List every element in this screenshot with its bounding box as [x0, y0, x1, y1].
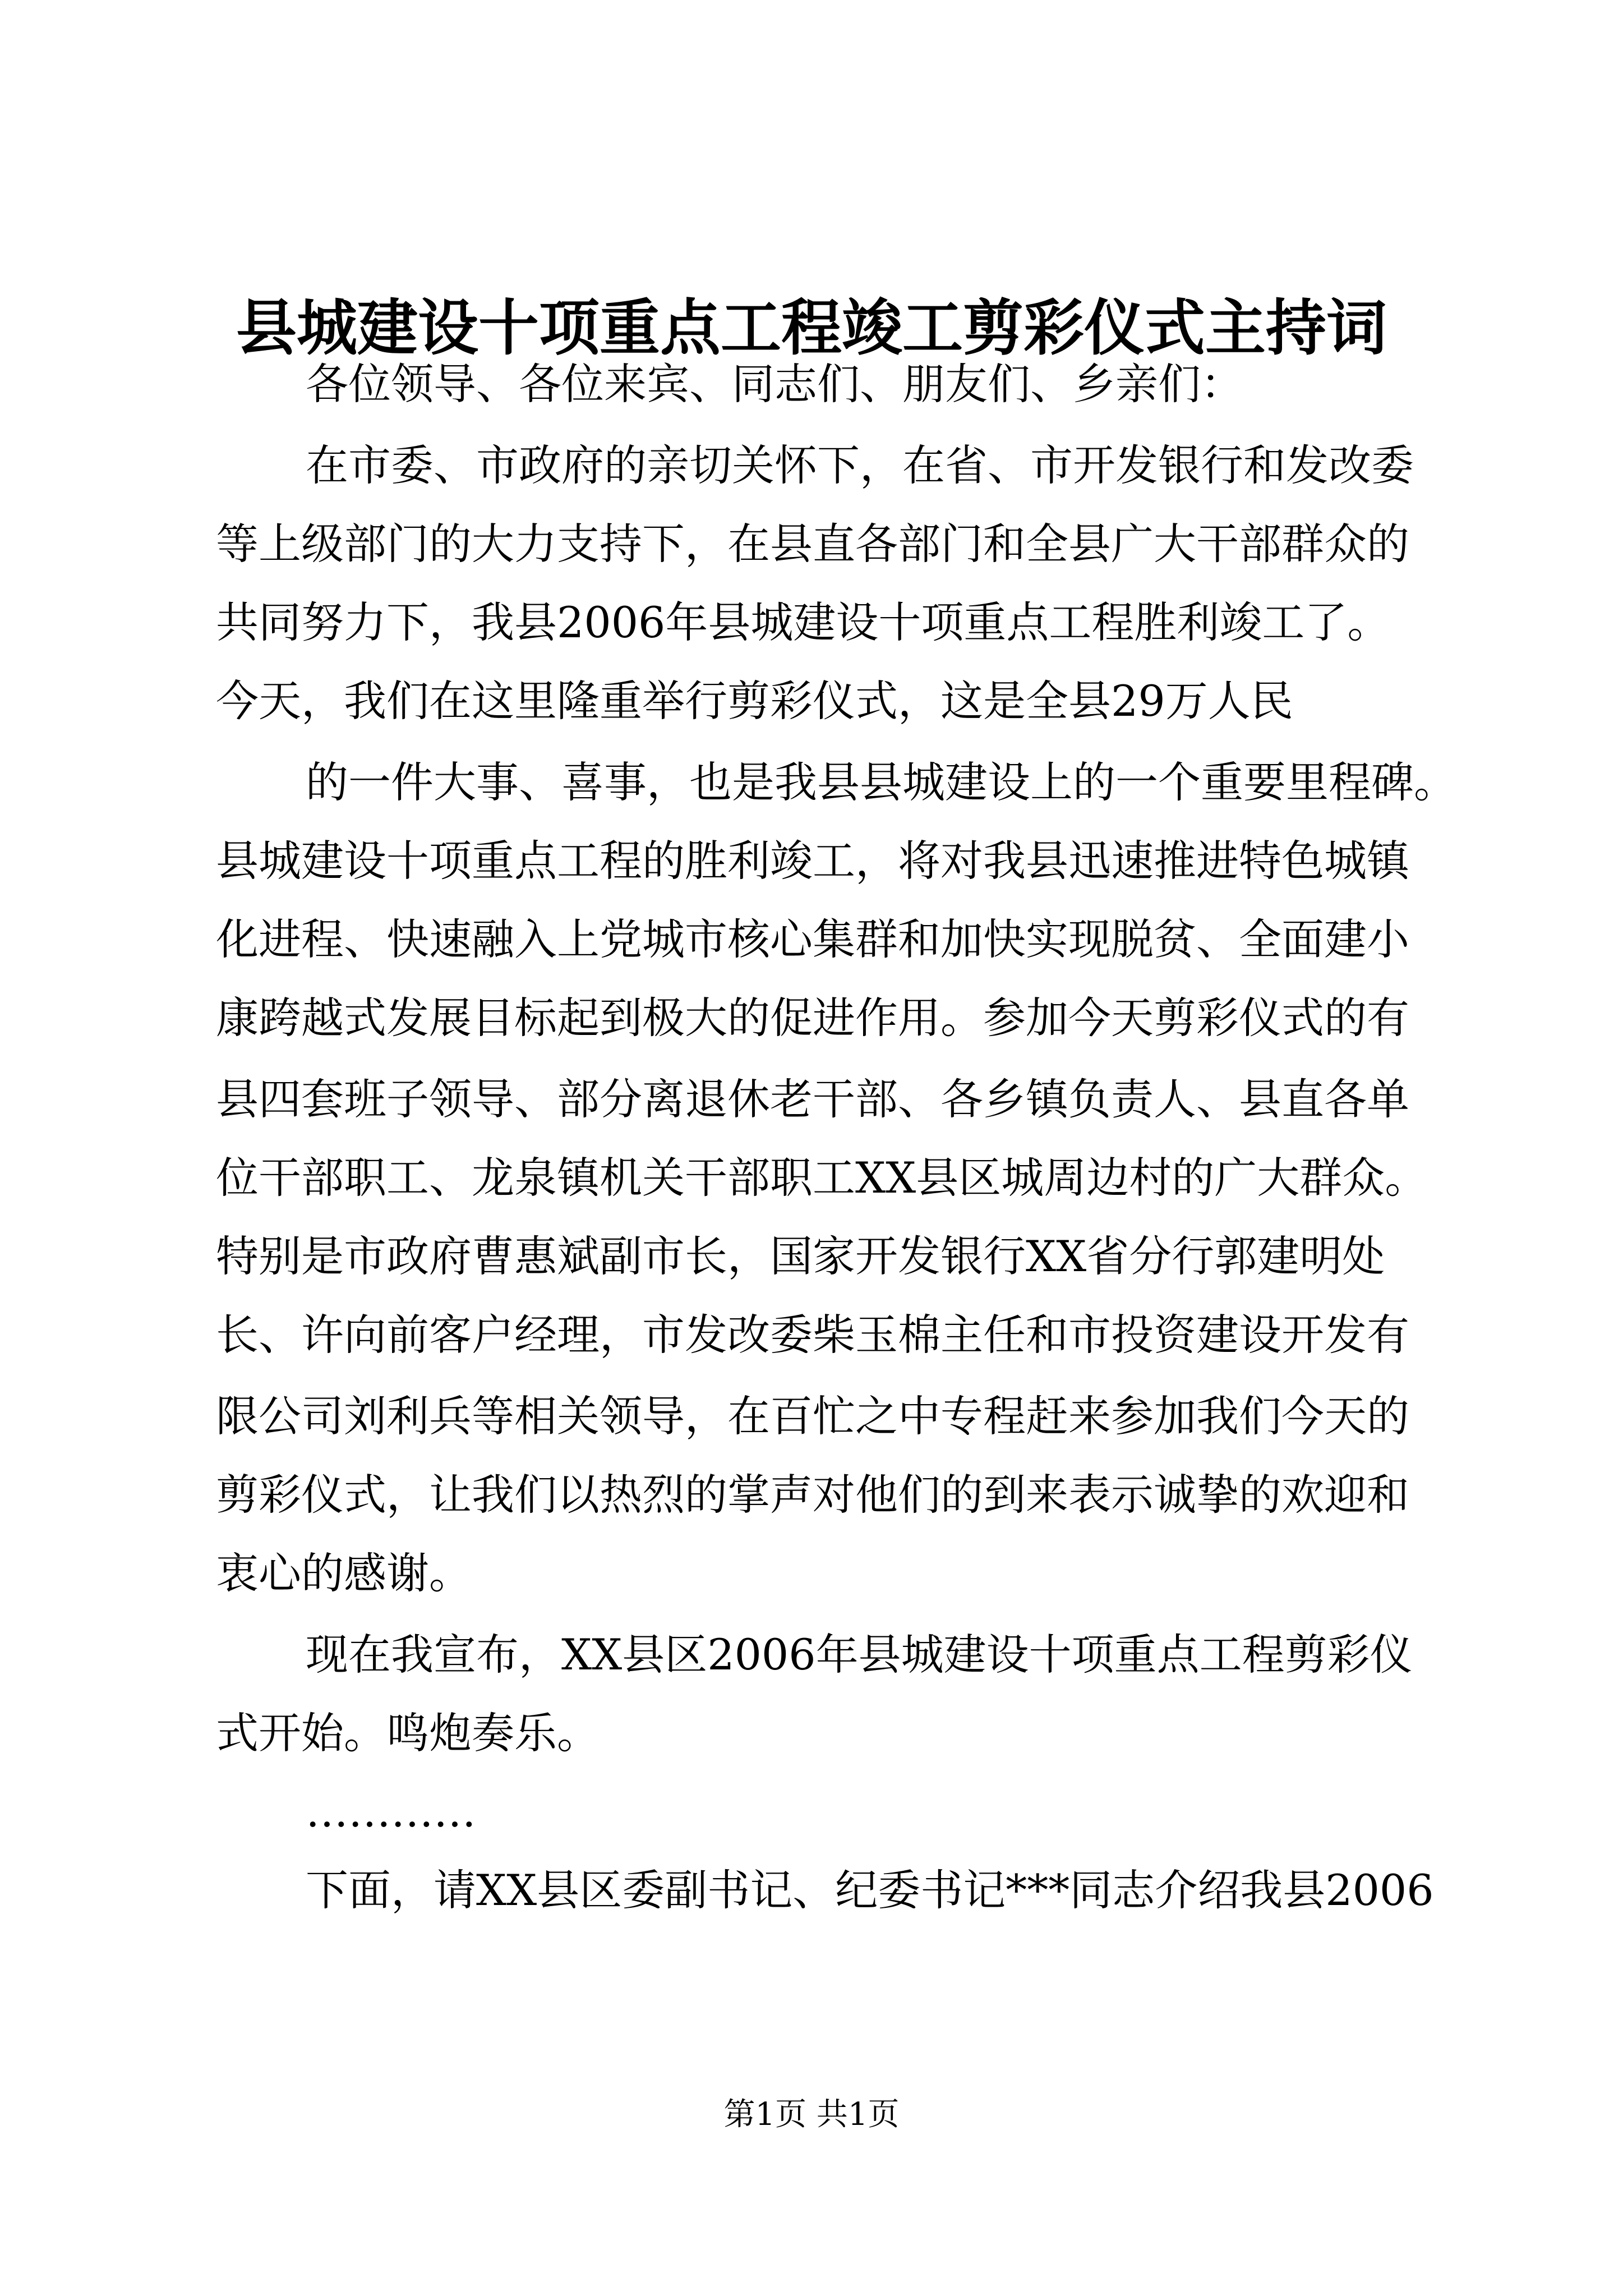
text-line: 共同努力下，我县2006年县城建设十项重点工程胜利竣工了。 [216, 597, 1390, 647]
text-line: 康跨越式发展目标起到极大的促进作用。参加今天剪彩仪式的有 [216, 993, 1409, 1043]
text-line: 长、许向前客户经理，市发改委柴玉棉主任和市投资建设开发有 [216, 1310, 1409, 1360]
text-line: 现在我宣布，XX县区2006年县城建设十项重点工程剪彩仪 [306, 1630, 1413, 1680]
text-line: 等上级部门的大力支持下，在县直各部门和全县广大干部群众的 [216, 519, 1409, 569]
text-line: 位干部职工、龙泉镇机关干部职工XX县区城周边村的广大群众。 [216, 1153, 1428, 1203]
text-line: 下面，请XX县区委副书记、纪委书记***同志介绍我县2006 [306, 1865, 1434, 1915]
text-line: 化进程、快速融入上党城市核心集群和加快实现脱贫、全面建小 [216, 914, 1409, 964]
text-line: 县四套班子领导、部分离退休老干部、各乡镇负责人、县直各单 [216, 1074, 1409, 1124]
text-line: 的一件大事、喜事，也是我县县城建设上的一个重要里程碑。 [306, 757, 1456, 807]
document-title: 县城建设十项重点工程竣工剪彩仪式主持词 [236, 293, 1387, 364]
text-line: 衷心的感谢。 [216, 1548, 472, 1598]
text-line: 县城建设十项重点工程的胜利竣工，将对我县迅速推进特色城镇 [216, 836, 1409, 886]
text-line: 在市委、市政府的亲切关怀下，在省、市开发银行和发改委 [306, 440, 1414, 490]
text-line: 剪彩仪式，让我们以热烈的掌声对他们的到来表示诚挚的欢迎和 [216, 1470, 1409, 1520]
page-footer: 第1页 共1页 [723, 2096, 900, 2133]
ellipsis-line: ………… [306, 1787, 476, 1837]
text-line: 今天，我们在这里隆重举行剪彩仪式，这是全县29万人民 [216, 676, 1293, 726]
text-line: 限公司刘利兵等相关领导，在百忙之中专程赶来参加我们今天的 [216, 1391, 1409, 1441]
text-line: 式开始。鸣炮奏乐。 [216, 1708, 600, 1758]
text-line: 特别是市政府曹惠斌副市长，国家开发银行XX省分行郭建明处 [216, 1231, 1385, 1281]
text-line: 各位领导、各位来宾、同志们、朋友们、乡亲们： [306, 359, 1243, 409]
